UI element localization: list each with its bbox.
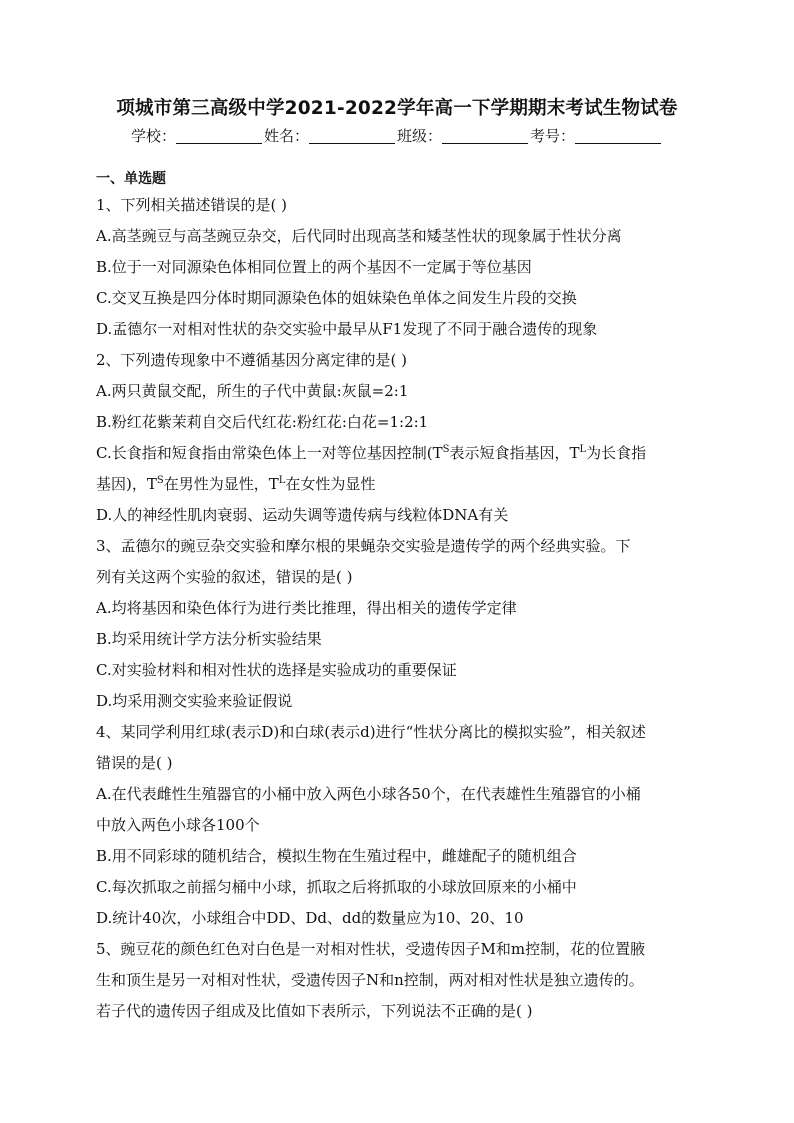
section-heading: 一、单选题 (96, 171, 166, 187)
option-a: A.高茎豌豆与高茎豌豆杂交，后代同时出现高茎和矮茎性状的现象属于性状分离 (96, 227, 622, 245)
option-d: D.均采用测交实验来验证假说 (96, 692, 293, 710)
school-blank (176, 127, 262, 144)
exam-no-label: 考号： (530, 127, 576, 145)
page-title: 项城市第三高级中学2021-2022学年高一下学期期末考试生物试卷 (116, 98, 678, 119)
option-b: B.均采用统计学方法分析实验结果 (96, 630, 322, 648)
questions-body (96, 168, 700, 1027)
option-c: C.每次抓取之前摇匀桶中小球，抓取之后将抓取的小球放回原来的小桶中 (96, 878, 577, 896)
question-stem: 5、豌豆花的颜色红色对白色是一对相对性状，受遗传因子M和m控制，花的位置腋 (96, 940, 646, 958)
question-stem-continued: 错误的是( ) (96, 754, 173, 772)
question-stem: 1、下列相关描述错误的是( ) (96, 196, 288, 214)
question-1 (96, 190, 700, 345)
option-b: B.用不同彩球的随机结合，模拟生物在生殖过程中，雌雄配子的随机组合 (96, 847, 577, 865)
option-b: B.粉红花紫茉莉自交后代红花:粉红花:白花=1:2:1 (96, 413, 429, 431)
option-c-continued: 基因)，$T^S$在男性为显性，$T^L$在女性为显性 (96, 475, 376, 493)
question-5 (96, 934, 700, 1027)
option-c: C.长食指和短食指由常染色体上一对等位基因控制($T^S$表示短食指基因，$T^L$为长食指 (96, 444, 647, 462)
option-a: A.均将基因和染色体行为进行类比推理，得出相关的遗传学定律 (96, 599, 517, 617)
option-d: D.人的神经性肌肉衰弱、运动失调等遗传病与线粒体DNA有关 (96, 506, 509, 524)
name-blank (309, 127, 395, 144)
option-d: D.孟德尔一对相对性状的杂交实验中最早从F1发现了不同于融合遗传的现象 (96, 320, 598, 338)
option-a: A.两只黄鼠交配，所生的子代中黄鼠:灰鼠=2:1 (96, 382, 409, 400)
question-stem: 3、孟德尔的豌豆杂交实验和摩尔根的果蝇杂交实验是遗传学的两个经典实验。下 (96, 537, 631, 555)
option-a: A.在代表雌性生殖器官的小桶中放入两色小球各50个，在代表雄性生殖器官的小桶 (96, 785, 641, 803)
option-c: C.交叉互换是四分体时期同源染色体的姐妹染色单体之间发生片段的交换 (96, 289, 577, 307)
student-info-row (0, 125, 794, 146)
option-a-continued: 中放入两色小球各100个 (96, 816, 260, 834)
school-label: 学校： (130, 127, 176, 145)
question-2 (96, 345, 700, 531)
exam-no-blank (575, 127, 661, 144)
class-blank (442, 127, 528, 144)
question-stem-continued: 生和顶生是另一对相对性状，受遗传因子N和n控制，两对相对性状是独立遗传的。 (96, 971, 644, 989)
option-b: B.位于一对同源染色体相同位置上的两个基因不一定属于等位基因 (96, 258, 532, 276)
option-c: C.对实验材料和相对性状的选择是实验成功的重要保证 (96, 661, 457, 679)
question-stem: 2、下列遗传现象中不遵循基因分离定律的是( ) (96, 351, 408, 369)
question-4 (96, 717, 700, 934)
question-stem-continued: 若子代的遗传因子组成及比值如下表所示，下列说法不正确的是( ) (96, 1002, 533, 1020)
class-label: 班级： (397, 127, 443, 145)
question-stem-continued: 列有关这两个实验的叙述，错误的是( ) (96, 568, 353, 586)
question-stem: 4、某同学利用红球(表示D)和白球(表示d)进行“性状分离比的模拟实验”，相关叙述 (96, 723, 646, 741)
name-label: 姓名： (263, 127, 309, 145)
option-d: D.统计40次，小球组合中DD、Dd、dd的数量应为10、20、10 (96, 909, 524, 927)
question-3 (96, 531, 700, 717)
